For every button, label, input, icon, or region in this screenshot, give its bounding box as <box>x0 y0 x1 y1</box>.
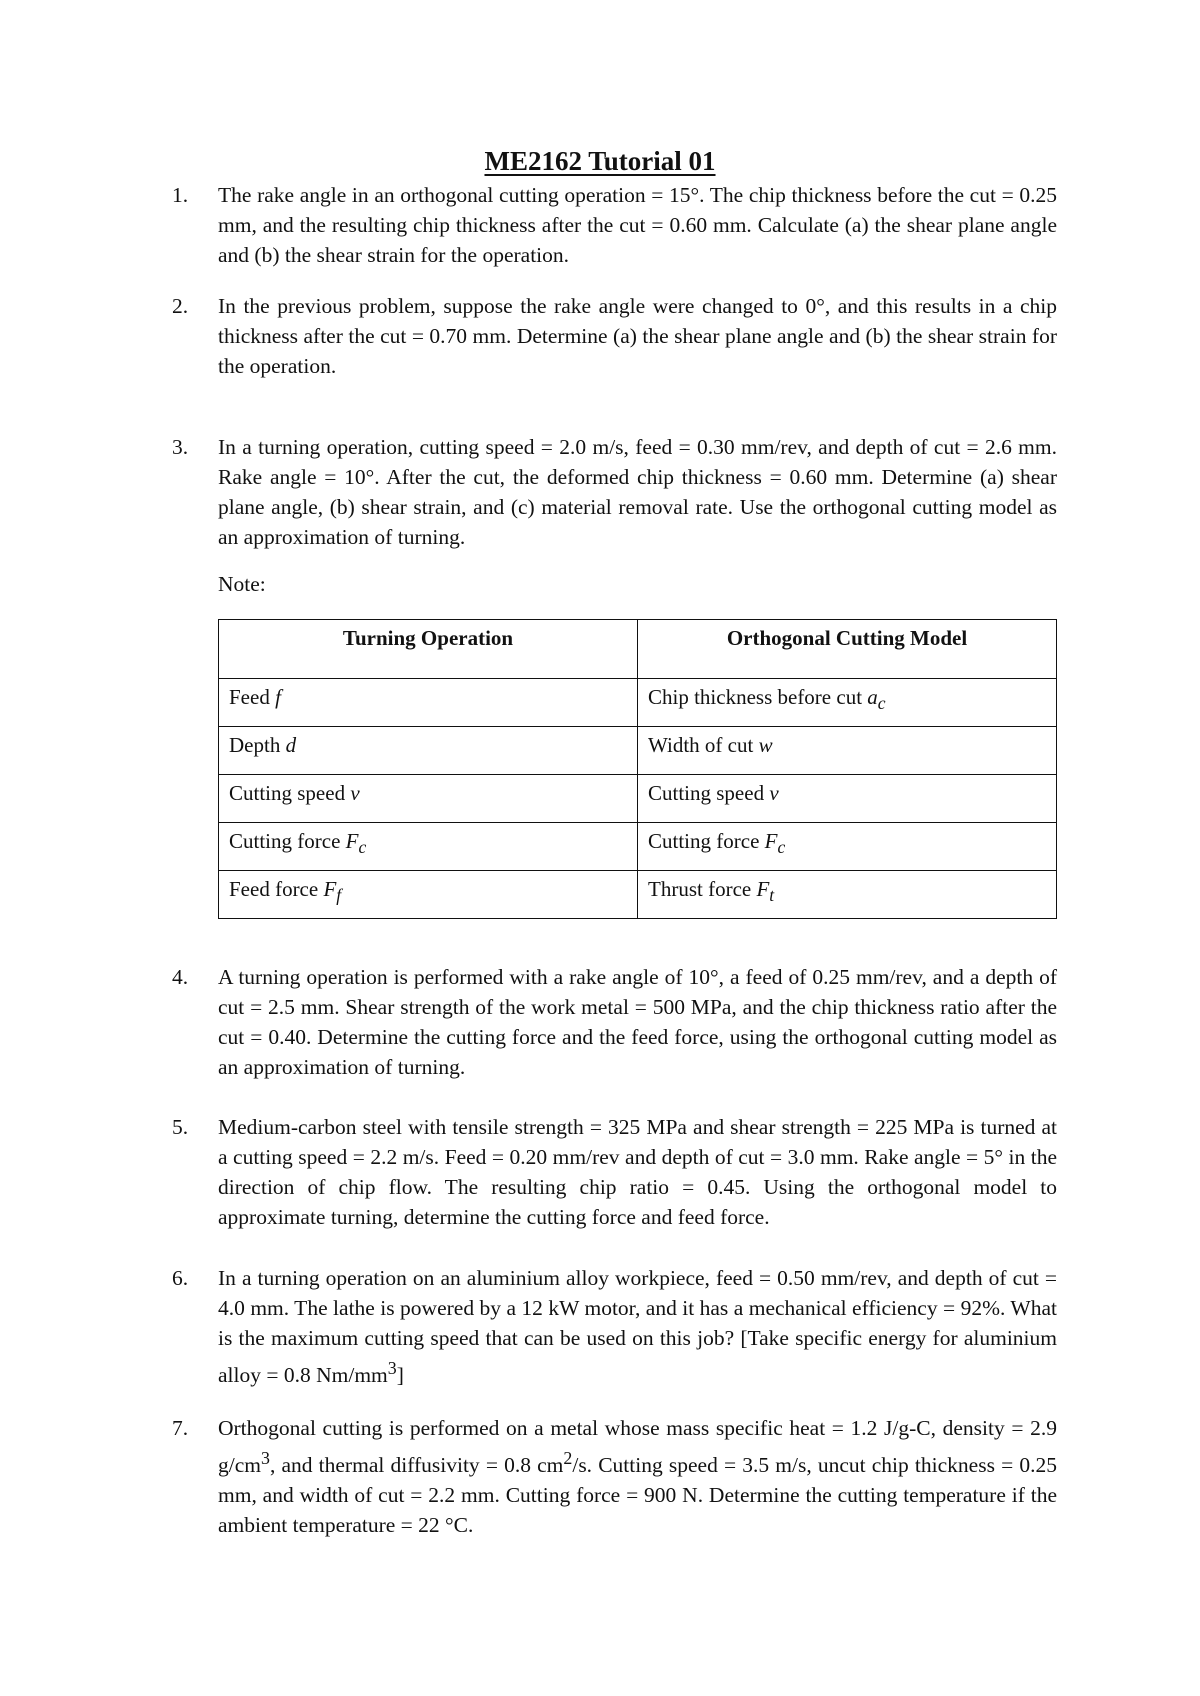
table-cell: Width of cut w <box>638 727 1057 775</box>
question-5 <box>172 1112 1057 1232</box>
table-cell: Cutting speed v <box>638 775 1057 823</box>
table-cell: Cutting force $F_c$ <box>638 823 1057 871</box>
question-number: 3. <box>172 435 189 459</box>
table-cell: Depth d <box>219 727 638 775</box>
table-row <box>219 871 1057 919</box>
question-number: 4. <box>172 965 189 989</box>
question-number: 2. <box>172 294 189 318</box>
page-title: ME2162 Tutorial 01 <box>484 146 716 176</box>
table-cell: Thrust force $F_t$ <box>638 871 1057 919</box>
table-header-row <box>219 620 1057 679</box>
question-6 <box>172 1263 1057 1390</box>
table-row <box>219 727 1057 775</box>
table-cell: Cutting speed v <box>219 775 638 823</box>
question-3 <box>172 432 1057 552</box>
question-2 <box>172 291 1057 381</box>
table-cell: Chip thickness before cut $a_c$ <box>638 679 1057 727</box>
question-text: In a turning operation, cutting speed = 2.0 m/s, feed = 0.30 mm/rev, and depth of cut = 2.6 mm. Rake angle = 10°. After the cut, the deformed chip thickness = 0.60 mm. Determine (a) shear plane angle, (b) shear strain, and (c) material removal rate. Use the orthogonal cutting model as an approximation of turning. <box>218 435 1057 549</box>
table-header: Turning Operation <box>219 620 638 679</box>
table-cell: Feed force $F_f$ <box>219 871 638 919</box>
question-number: 5. <box>172 1115 189 1139</box>
question-text: In a turning operation on an aluminium alloy workpiece, feed = 0.50 mm/rev, and depth of cut = 4.0 mm. The lathe is powered by a 12 kW motor, and it has a mechanical efficiency = 92%. What is the maximum cutting speed that can be used on this job? [Take specific energy for aluminium alloy = 0.8 $Nm/mm^3$] <box>218 1266 1057 1388</box>
question-text: A turning operation is performed with a rake angle of 10°, a feed of 0.25 mm/rev, and a depth of cut = 2.5 mm. Shear strength of the work metal = 500 MPa, and the chip thickness ratio after the cut = 0.40. Determine the cutting force and the feed force, using the orthogonal cutting model as an approximation of turning. <box>218 965 1057 1079</box>
table-row <box>219 679 1057 727</box>
question-text: Medium-carbon steel with tensile strength = 325 MPa and shear strength = 225 MPa is turned at a cutting speed = 2.2 m/s. Feed = 0.20 mm/rev and depth of cut = 3.0 mm. Rake angle = 5° in the direction of chip flow. The resulting chip ratio = 0.45. Using the orthogonal model to approximate turning, determine the cutting force and feed force. <box>218 1115 1057 1229</box>
table-cell: Feed f <box>219 679 638 727</box>
question-4 <box>172 962 1057 1082</box>
question-text: Orthogonal cutting is performed on a metal whose mass specific heat = 1.2 J/g-C, density = 2.9 $g/cm^3$, and thermal diffusivity = 0.8 $cm^2/s$. Cutting speed = 3.5 m/s, uncut chip thickness = 0.25 mm, and width of cut = 2.2 mm. Cutting force = 900 N. Determine the cutting temperature if the ambient temperature = 22 °C. <box>218 1416 1057 1538</box>
turning-vs-orthogonal-table <box>218 619 1057 919</box>
note-label: Note: <box>218 572 266 596</box>
table-header: Orthogonal Cutting Model <box>638 620 1057 679</box>
question-number: 1. <box>172 183 189 207</box>
table-row <box>219 775 1057 823</box>
question-text: In the previous problem, suppose the rake angle were changed to 0°, and this results in a chip thickness after the cut = 0.70 mm. Determine (a) the shear plane angle and (b) the shear strain for the operation. <box>218 294 1057 378</box>
question-number: 6. <box>172 1266 189 1290</box>
question-1 <box>172 180 1057 270</box>
question-text: The rake angle in an orthogonal cutting operation = 15°. The chip thickness before the cut = 0.25 mm, and the resulting chip thickness after the cut = 0.60 mm. Calculate (a) the shear plane angle and (b) the shear strain for the operation. <box>218 183 1057 267</box>
table-cell: Cutting force $F_c$ <box>219 823 638 871</box>
question-number: 7. <box>172 1416 189 1440</box>
question-7 <box>172 1413 1057 1540</box>
table-row <box>219 823 1057 871</box>
